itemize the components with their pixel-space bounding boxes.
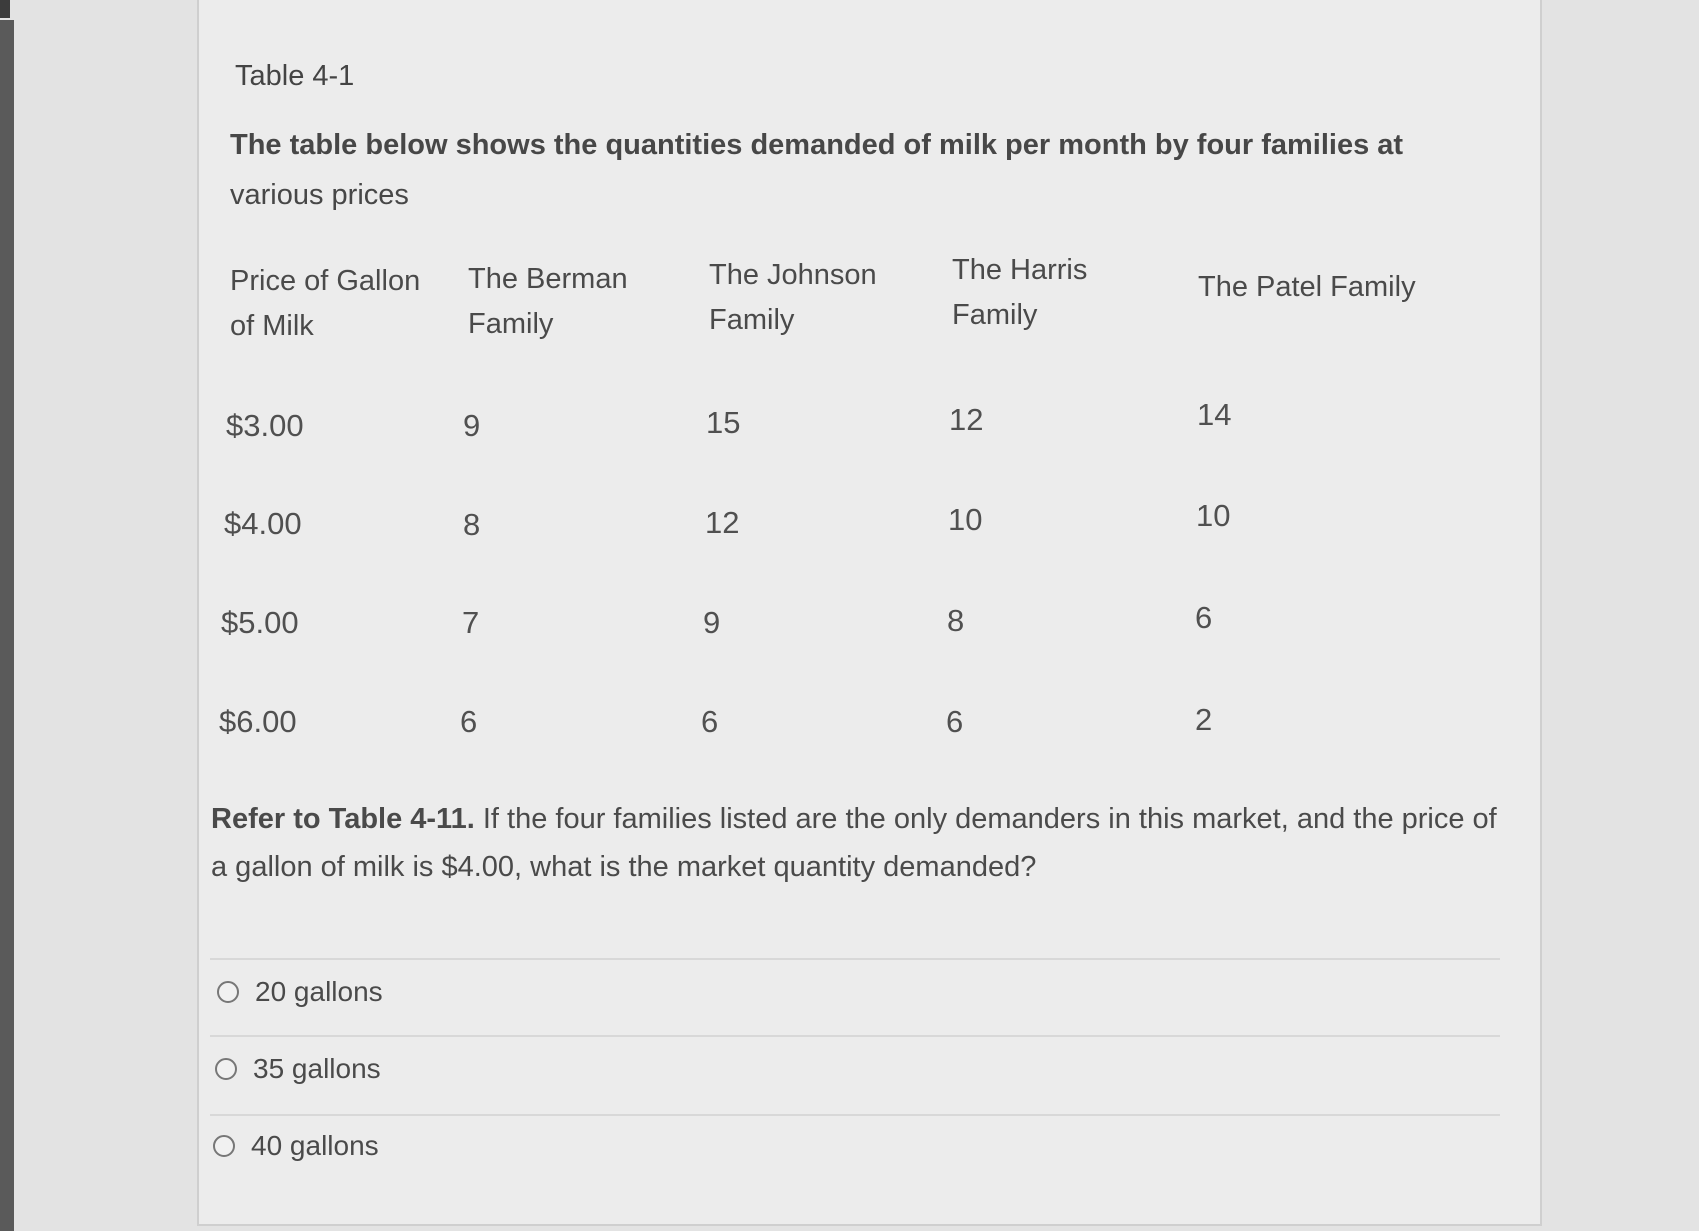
header-price-line1: Price of Gallon bbox=[230, 265, 421, 297]
answer-option[interactable] bbox=[215, 1053, 381, 1085]
options-divider bbox=[210, 1114, 1500, 1116]
header-berman bbox=[468, 257, 628, 347]
options-divider bbox=[210, 1035, 1500, 1037]
header-patel bbox=[1198, 265, 1416, 310]
cell-johnson: 15 bbox=[706, 405, 741, 440]
cell-patel: 10 bbox=[1196, 498, 1231, 533]
cell-price: $4.00 bbox=[224, 506, 302, 541]
window-edge-tab bbox=[0, 0, 10, 18]
answer-option-label: 40 gallons bbox=[251, 1130, 379, 1161]
table-description-bold: The table below shows the quantities demanded of milk per month by four families at bbox=[230, 129, 1404, 161]
cell-johnson: 9 bbox=[703, 605, 721, 640]
question-reference: Refer to Table 4-11. bbox=[211, 803, 475, 835]
cell-berman: 9 bbox=[463, 408, 481, 443]
header-johnson-line2: Family bbox=[709, 304, 795, 336]
radio-button-icon[interactable] bbox=[213, 1135, 235, 1157]
cell-patel: 2 bbox=[1195, 702, 1213, 737]
table-description-rest: various prices bbox=[230, 179, 409, 211]
radio-button-icon[interactable] bbox=[217, 981, 239, 1003]
cell-berman: 6 bbox=[460, 704, 478, 739]
radio-button-icon[interactable] bbox=[215, 1058, 237, 1080]
cell-harris: 8 bbox=[947, 603, 965, 638]
table-description bbox=[230, 120, 1430, 220]
cell-berman: 8 bbox=[463, 507, 481, 542]
header-patel-line1: The Patel Family bbox=[1198, 271, 1416, 303]
cell-johnson: 6 bbox=[701, 704, 719, 739]
header-harris-line2: Family bbox=[952, 299, 1038, 331]
cell-berman: 7 bbox=[462, 605, 480, 640]
header-price-line2: of Milk bbox=[230, 310, 314, 342]
header-harris bbox=[952, 248, 1087, 338]
answer-option[interactable] bbox=[213, 1130, 379, 1162]
question-text bbox=[211, 795, 1511, 891]
window-edge-bar bbox=[0, 20, 14, 1231]
question-body: If the four families listed are the only demanders in this market, and the price of a gallon of milk is $4.00, what is the market quantity demanded? bbox=[211, 803, 1497, 883]
answer-option-label: 35 gallons bbox=[253, 1053, 381, 1084]
header-price bbox=[230, 259, 420, 349]
table-title: Table 4-1 bbox=[235, 60, 355, 92]
header-berman-line2: Family bbox=[468, 308, 554, 340]
cell-price: $5.00 bbox=[221, 605, 299, 640]
options-divider-top bbox=[210, 958, 1500, 960]
header-harris-line1: The Harris bbox=[952, 254, 1088, 286]
cell-price: $3.00 bbox=[226, 408, 304, 443]
header-johnson bbox=[709, 253, 877, 343]
cell-price: $6.00 bbox=[219, 704, 297, 739]
answer-option[interactable] bbox=[217, 976, 383, 1008]
cell-harris: 12 bbox=[949, 402, 984, 437]
header-berman-line1: The Berman bbox=[468, 263, 628, 295]
cell-patel: 6 bbox=[1195, 600, 1213, 635]
cell-harris: 10 bbox=[948, 502, 983, 537]
answer-option-label: 20 gallons bbox=[255, 976, 383, 1007]
header-johnson-line1: The Johnson bbox=[709, 259, 877, 291]
cell-johnson: 12 bbox=[705, 505, 740, 540]
cell-harris: 6 bbox=[946, 704, 964, 739]
cell-patel: 14 bbox=[1197, 397, 1232, 432]
